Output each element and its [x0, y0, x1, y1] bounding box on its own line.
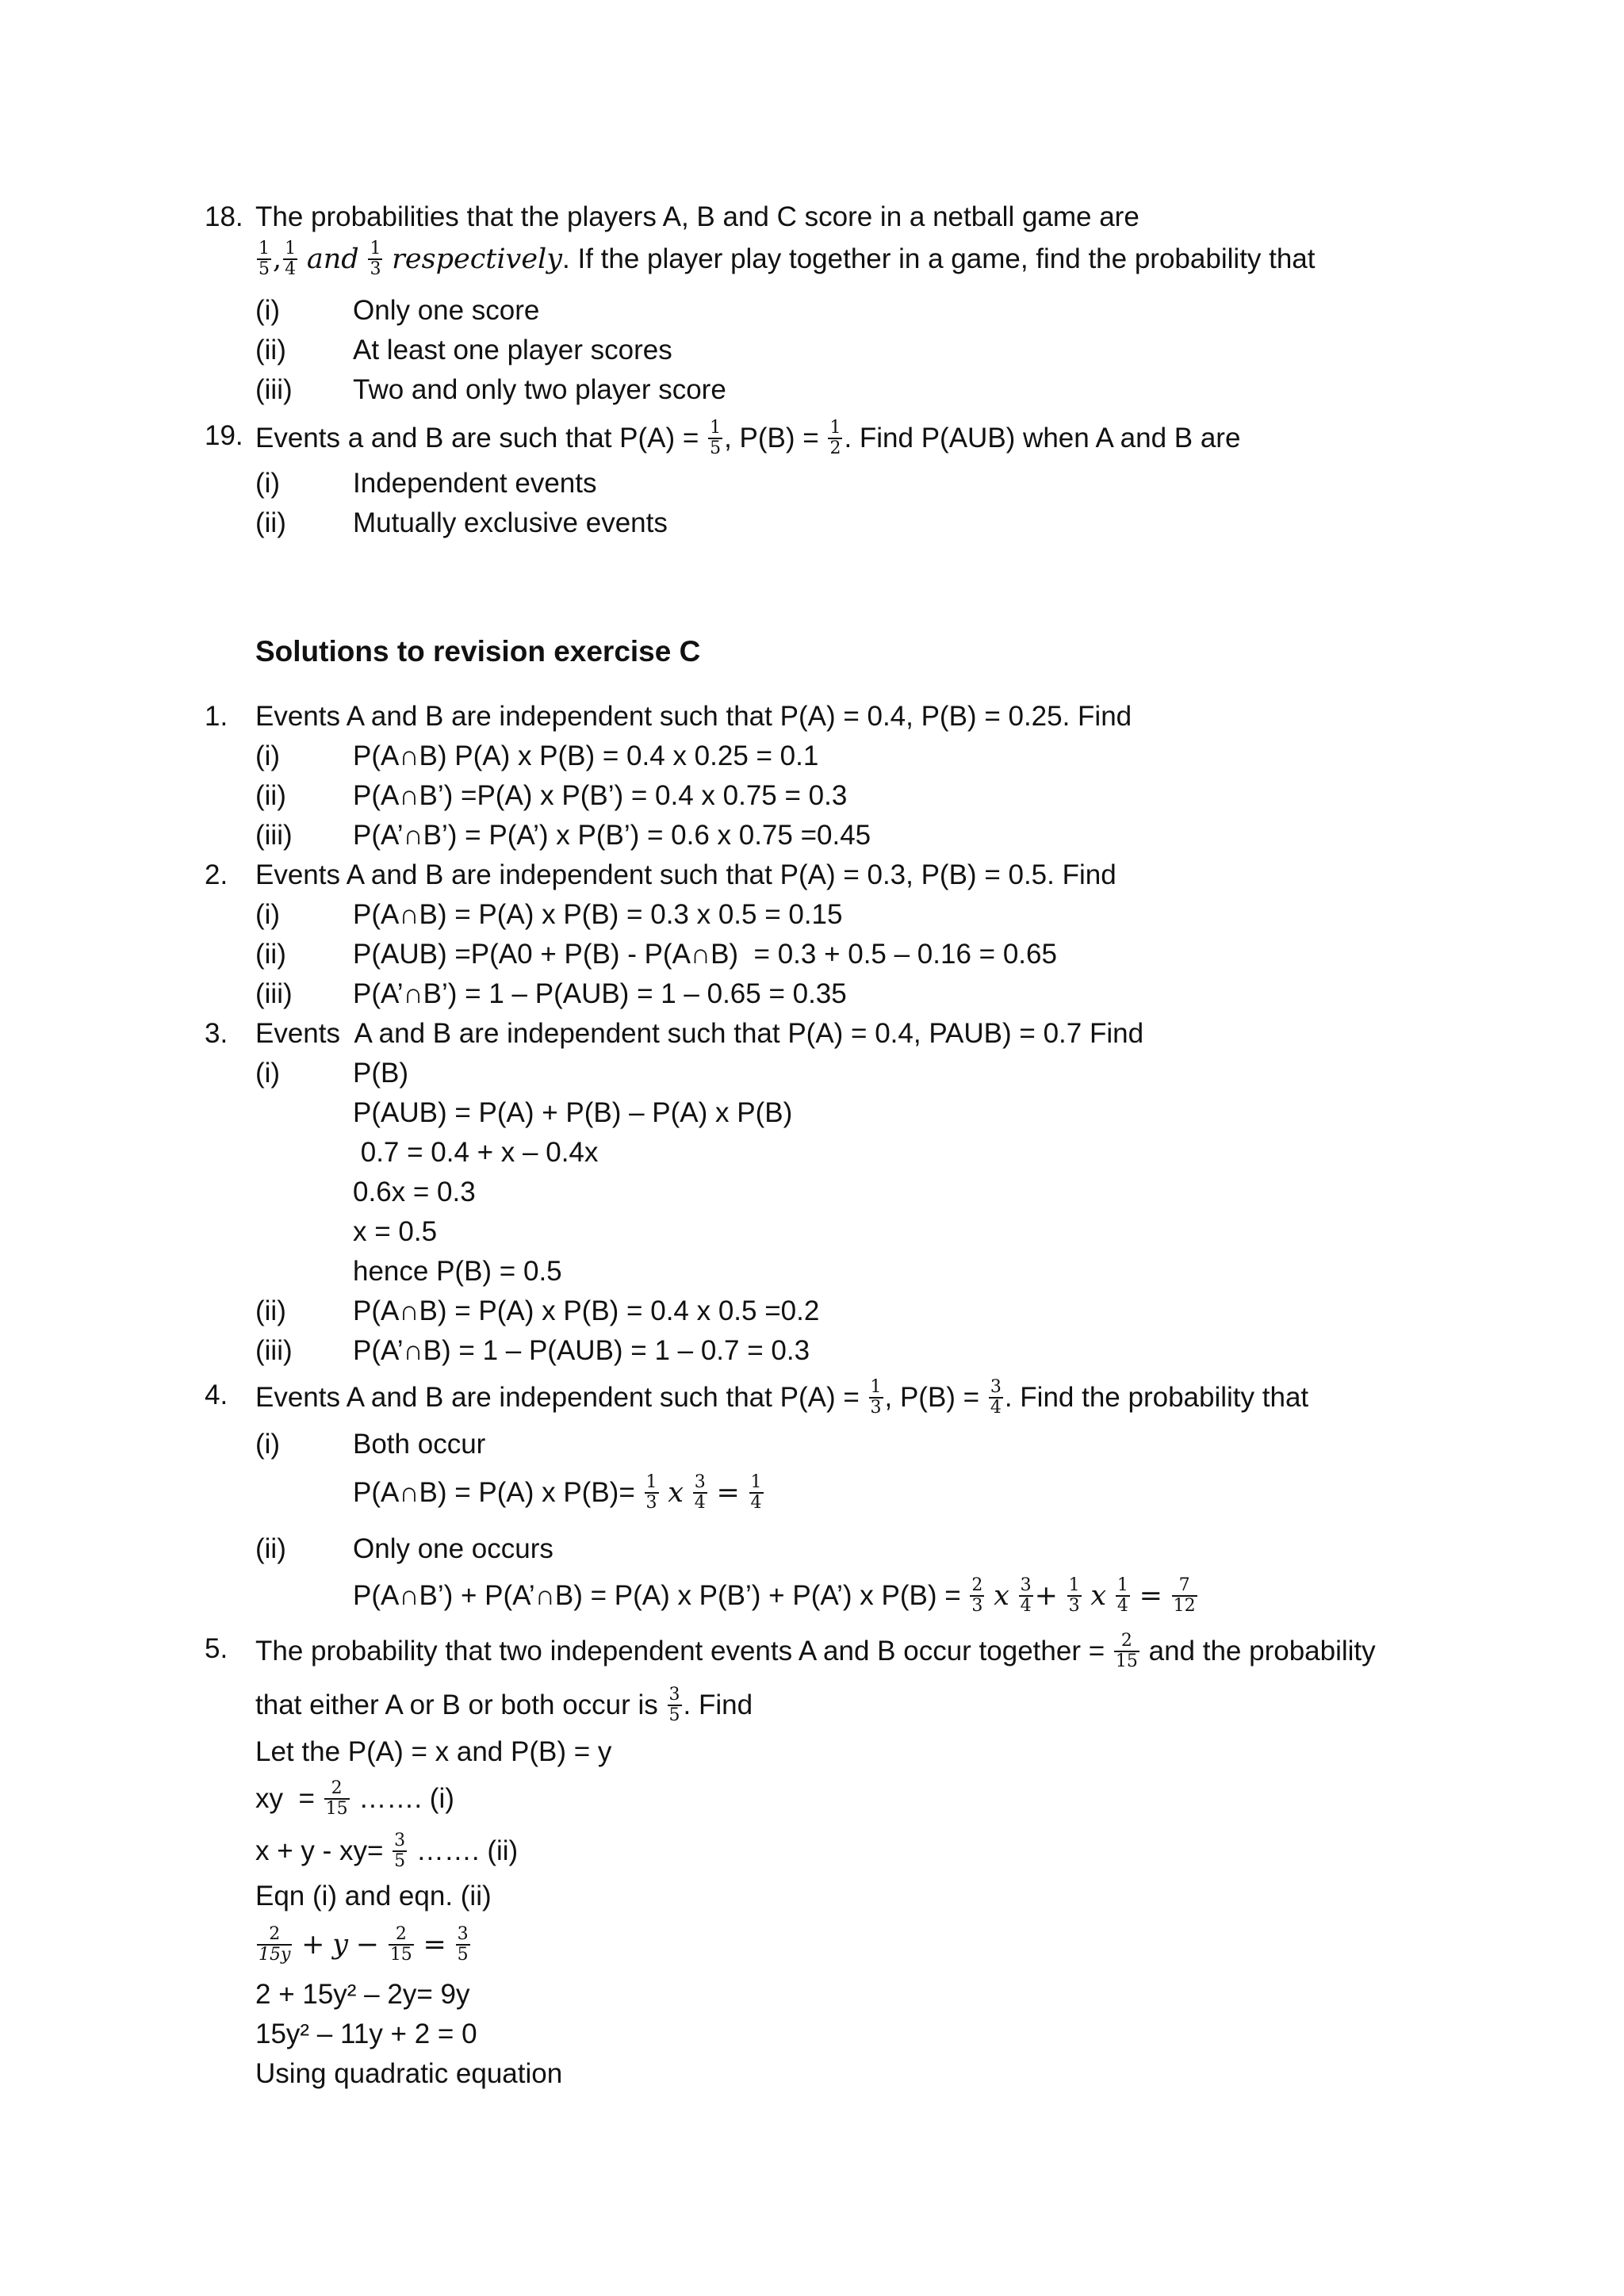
equation-1: xy = $\frac{2}{15}$ ……. (i)	[255, 1778, 454, 1819]
fraction: $\frac{1}{3}$	[1068, 1575, 1080, 1616]
fraction: $\frac{3}{5}$	[668, 1685, 680, 1725]
q18-text: The probabilities that the players A, B and C score in a netball game are	[255, 201, 1139, 232]
working-line: 15y² – 11y + 2 = 0	[255, 2019, 477, 2049]
q18-number: 18.	[205, 201, 243, 232]
equation-2: x + y - xy= $\frac{3}{5}$ ……. (ii)	[255, 1831, 519, 1871]
fraction: $\frac{1}{4}$	[1116, 1575, 1128, 1616]
solution-5-line2: that either A or B or both occur is $\frac{3}{5}$ . Find	[255, 1685, 753, 1725]
fraction: $\frac{3}{4}$	[694, 1472, 706, 1513]
working-line: P(AUB) = P(A) + P(B) – P(A) x P(B)	[353, 1097, 793, 1128]
fraction: $\frac{1}{5}$	[710, 418, 722, 458]
fraction: $\frac{1}{3}$	[870, 1377, 882, 1418]
working-line: 0.7 = 0.4 + x – 0.4x	[353, 1137, 599, 1168]
working-line: Let the P(A) = x and P(B) = y	[255, 1736, 612, 1767]
fraction: $\frac{2}{15y}$	[259, 1924, 291, 1965]
document-page: 18. The probabilities that the players A, B and C score in a netball game are $\frac{1}{5}$ , $\frac{1}{4}$ and $\frac{1}{3}$ respectively. If the player play together in a game, find the probability that (i) Only one score (ii) At least one player scores (iii) Two and only two player score 19. Events a and B are such that P(A) = $\frac{1}{5}$ , P(B) = $\frac{1}{2}$ . Find P(AUB) when A and B are (i) Independent events (ii) Mutually exclusive events Solutions to revision exercise C 1. Events A and B are independent such that P(A) = 0.4, P(B) = 0.25. Find (i) P(A∩B) P(A) x P(B) = 0.4 x 0.25 = 0.1 (ii) P(A∩B’) =P(A) x P(B’) = 0.4 x 0.75 = 0.3 (iii) P(A’∩B’) = P(A’) x P(B’) = 0.6 x 0.75 =0.45 2. Events A and B are independent such that P(A) = 0.3, P(B) = 0.5. Find (i) P(A∩B) = P(A) x P(B) = 0.3 x 0.5 = 0.15 (ii) P(AUB) =P(A0 + P(B) - P(A∩B) = 0.3 + 0.5 – 0.16 = 0.65 (iii) P(A’∩B’) = 1 – P(AUB) = 1 – 0.65 = 0.35 3. Events A and B are independent such that P(A) = 0.4, PAUB) = 0.7 Find (i) P(B) P(AUB) = P(A) + P(B) – P(A) x P(B) 0.7 = 0.4 + x – 0.4x 0.6x = 0.3 x = 0.5 hence P(B) = 0.5 (ii) P(A∩B) = P(A) x P(B) = 0.4 x 0.5 =0.2 (iii) P(A’∩B) = 1 – P(AUB) = 1 – 0.7 = 0.3 4. Events A and B are independent such that P(A) = $\frac{1}{3}$ , P(B) = $\frac{3}{4}$ . Find the probability that (i) Both occur P(A∩B) = P(A) x P(B)= $\frac{1}{3}$ x $\frac{3}{4}$ = $\frac{1}{4}$ (ii) Only one occurs P(A∩B’) + P(A’∩B) = P(A) x P(B’) + P(A’) x P(B) = $\frac{2}{3}$ x $\frac{3}{4}$ + $\frac{1}{3}$ x $\frac{1}{4}$ = $\frac{7}{12}$ 5. The probability that two independent events A and B occur together = $\frac{2}{15}$ and the probability that either A or B or both occur is $\frac{3}{5}$ . Find Let the P(A) = x and P(B) = y xy = $\frac{2}{15}$ ……. (i) x + y - xy= $\frac{3}{5}$ ……. (ii) Eqn (i) and eqn. (ii) $\frac{2}{15y}$ + y − $\frac{2}{15}$ = $\frac{3}{5}$ 2 + 15y² – 2y= 9y 15y² – 11y + 2 = 0 Using quadratic equation	[0, 0, 1624, 2296]
working-line: P(A∩B’) + P(A’∩B) = P(A) x P(B’) + P(A’) x P(B) = $\frac{2}{3}$ x $\frac{3}{4}$ + $\frac{1}{3}$ x $\frac{1}{4}$ = $\frac{7}{12}$	[353, 1575, 1196, 1616]
working-line: x = 0.5	[353, 1216, 438, 1247]
fraction: $\frac{1}{4}$	[285, 239, 297, 279]
working-line: 0.6x = 0.3	[353, 1177, 476, 1207]
equation-3: $\frac{2}{15y}$ + y − $\frac{2}{15}$ = $\frac{3}{5}$	[259, 1924, 469, 1965]
fraction: $\frac{3}{4}$	[990, 1377, 1002, 1418]
fraction: $\frac{1}{2}$	[829, 418, 841, 458]
fraction: $\frac{2}{15}$	[1115, 1631, 1138, 1671]
fraction: $\frac{1}{3}$	[370, 239, 381, 279]
working-line: hence P(B) = 0.5	[353, 1256, 562, 1287]
fraction: $\frac{3}{5}$	[394, 1831, 406, 1871]
math-respectively: respectively	[392, 243, 563, 275]
fraction: $\frac{7}{12}$	[1173, 1575, 1196, 1616]
fraction: $\frac{3}{5}$	[457, 1924, 469, 1965]
fraction: $\frac{3}{4}$	[1020, 1575, 1032, 1616]
math-and: and	[306, 243, 359, 275]
fraction: $\frac{1}{4}$	[750, 1472, 762, 1513]
section-heading: Solutions to revision exercise C	[255, 635, 701, 668]
working-line: Eqn (i) and eqn. (ii)	[255, 1881, 492, 1911]
fraction: $\frac{1}{5}$	[259, 239, 270, 279]
working-line: Using quadratic equation	[255, 2058, 563, 2089]
working-line: P(A∩B) = P(A) x P(B)= $\frac{1}{3}$ x $\frac{3}{4}$ = $\frac{1}{4}$	[353, 1472, 762, 1513]
fraction: $\frac{2}{15}$	[325, 1778, 348, 1819]
q19-text: Events a and B are such that P(A) = $\frac{1}{5}$ , P(B) = $\frac{1}{2}$ . Find P(AUB) when A and B are	[255, 418, 1241, 458]
fraction: $\frac{2}{3}$	[971, 1575, 983, 1616]
fraction: $\frac{1}{3}$	[645, 1472, 657, 1513]
working-line: 2 + 15y² – 2y= 9y	[255, 1979, 470, 2010]
fraction: $\frac{2}{15}$	[389, 1924, 412, 1965]
q18-line2: $\frac{1}{5}$ , $\frac{1}{4}$ and $\frac{1}{3}$ respectively. If the player play together in a game, find the probability that	[259, 239, 1316, 279]
